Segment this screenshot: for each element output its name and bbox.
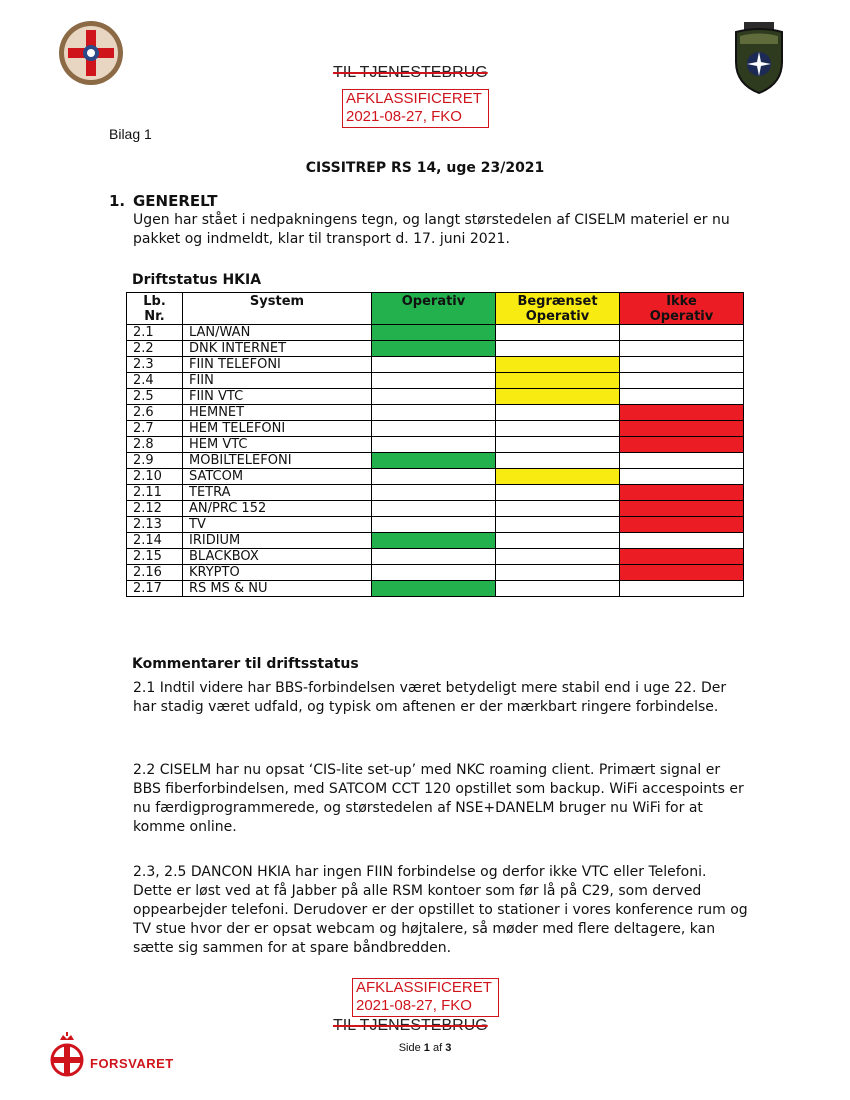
status-cell-operativ	[372, 341, 496, 357]
page-total: 3	[445, 1042, 452, 1054]
status-cell-ikke	[620, 421, 744, 437]
table-row	[127, 517, 744, 533]
row-number: 2.1	[127, 325, 183, 341]
row-system: HEM TELEFONI	[183, 421, 372, 437]
table-title: Driftstatus HKIA	[132, 272, 262, 288]
dancon-emblem-icon	[58, 20, 124, 86]
status-cell-operativ	[372, 325, 496, 341]
status-cell-begraenset	[496, 437, 620, 453]
status-cell-operativ	[372, 549, 496, 565]
header-ikke-line2: Operativ	[649, 309, 714, 324]
row-system: DNK INTERNET	[183, 341, 372, 357]
table-row	[127, 453, 744, 469]
forsvaret-crown-icon	[50, 1032, 84, 1078]
header-begraenset-line2: Operativ	[525, 309, 590, 324]
status-cell-ikke	[620, 389, 744, 405]
header-ikke-line1: Ikke	[666, 294, 697, 309]
table-row	[127, 437, 744, 453]
status-cell-begraenset	[496, 341, 620, 357]
table-body	[127, 325, 744, 597]
section-title: GENERELT	[133, 192, 218, 210]
status-cell-ikke	[620, 549, 744, 565]
page-current: 1	[423, 1042, 430, 1054]
row-number: 2.8	[127, 437, 183, 453]
table-row	[127, 469, 744, 485]
row-number: 2.12	[127, 501, 183, 517]
row-system: TETRA	[183, 485, 372, 501]
status-cell-operativ	[372, 357, 496, 373]
row-number: 2.9	[127, 453, 183, 469]
table-row	[127, 533, 744, 549]
status-cell-begraenset	[496, 533, 620, 549]
section-heading	[109, 192, 217, 210]
status-cell-ikke	[620, 357, 744, 373]
table-row	[127, 389, 744, 405]
status-cell-begraenset	[496, 325, 620, 341]
row-number: 2.11	[127, 485, 183, 501]
status-cell-ikke	[620, 501, 744, 517]
row-system: BLACKBOX	[183, 549, 372, 565]
page-prefix: Side	[398, 1042, 424, 1054]
page-middle: af	[429, 1042, 446, 1054]
header-system: System	[183, 293, 372, 325]
table-row	[127, 565, 744, 581]
table-row	[127, 549, 744, 565]
status-cell-ikke	[620, 453, 744, 469]
stamp-date: 2021-08-27, FKO	[346, 108, 462, 125]
row-system: HEMNET	[183, 405, 372, 421]
row-number: 2.6	[127, 405, 183, 421]
table-row	[127, 501, 744, 517]
row-number: 2.2	[127, 341, 183, 357]
header-nr-line2: Nr.	[144, 309, 165, 324]
status-table	[126, 292, 744, 597]
status-cell-operativ	[372, 453, 496, 469]
row-number: 2.17	[127, 581, 183, 597]
status-cell-begraenset	[496, 453, 620, 469]
stamp-text: AFKLASSIFICERET	[346, 90, 482, 107]
header-begraenset	[496, 293, 620, 325]
status-cell-ikke	[620, 565, 744, 581]
page-number	[0, 1042, 850, 1054]
status-cell-operativ	[372, 389, 496, 405]
status-cell-operativ	[372, 517, 496, 533]
attachment-label: Bilag 1	[109, 126, 152, 142]
table-row	[127, 485, 744, 501]
table-row	[127, 373, 744, 389]
status-cell-operativ	[372, 373, 496, 389]
classification-marking: TIL TJENESTEBRUG	[333, 64, 488, 81]
status-cell-begraenset	[496, 357, 620, 373]
status-cell-ikke	[620, 373, 744, 389]
status-cell-ikke	[620, 485, 744, 501]
status-cell-operativ	[372, 437, 496, 453]
status-cell-ikke	[620, 341, 744, 357]
row-number: 2.4	[127, 373, 183, 389]
header-nr	[127, 293, 183, 325]
row-number: 2.5	[127, 389, 183, 405]
row-system: KRYPTO	[183, 565, 372, 581]
status-cell-operativ	[372, 565, 496, 581]
row-system: MOBILTELEFONI	[183, 453, 372, 469]
row-system: FIIN	[183, 373, 372, 389]
status-cell-begraenset	[496, 565, 620, 581]
table-row	[127, 341, 744, 357]
status-cell-begraenset	[496, 581, 620, 597]
status-cell-operativ	[372, 533, 496, 549]
declassified-stamp	[342, 89, 489, 128]
table-header-row	[127, 293, 744, 325]
comment-2-3-2-5: 2.3, 2.5 DANCON HKIA har ingen FIIN forbindelse og derfor ikke VTC eller Telefoni. Dette er løst ved at få Jabber på alle RSM kontoer som før lå på C29, som derved oppearbejder telefoni. Derudover er der opstillet to stationer i vores konference rum og TV stue hvor der er opsat webcam og højtalere, så møder med flere deltagere, kan sætte sig sammen for at spare båndbredden.	[133, 864, 748, 956]
status-cell-ikke	[620, 517, 744, 533]
table-row	[127, 421, 744, 437]
row-system: SATCOM	[183, 469, 372, 485]
header-operativ: Operativ	[372, 293, 496, 325]
document-title: CISSITREP RS 14, uge 23/2021	[305, 160, 545, 176]
status-cell-operativ	[372, 501, 496, 517]
status-cell-begraenset	[496, 501, 620, 517]
row-system: RS MS & NU	[183, 581, 372, 597]
status-cell-begraenset	[496, 485, 620, 501]
row-number: 2.7	[127, 421, 183, 437]
row-number: 2.16	[127, 565, 183, 581]
status-cell-ikke	[620, 325, 744, 341]
row-number: 2.3	[127, 357, 183, 373]
status-cell-begraenset	[496, 469, 620, 485]
row-system: IRIDIUM	[183, 533, 372, 549]
comments-title: Kommentarer til driftsstatus	[132, 656, 359, 672]
status-cell-begraenset	[496, 517, 620, 533]
status-cell-ikke	[620, 405, 744, 421]
row-system: FIIN TELEFONI	[183, 357, 372, 373]
status-cell-ikke	[620, 437, 744, 453]
row-system: HEM VTC	[183, 437, 372, 453]
header-begraenset-line1: Begrænset	[517, 294, 598, 309]
status-cell-operativ	[372, 421, 496, 437]
header-ikke-operativ	[620, 293, 744, 325]
section-text: Ugen har stået i nedpakningens tegn, og langt størstedelen af CISELM materiel er nu pakket og indmeldt, klar til transport d. 17. juni 2021.	[133, 212, 730, 247]
footer-stamp-date: 2021-08-27, FKO	[356, 997, 472, 1014]
footer-stamp-text: AFKLASSIFICERET	[356, 979, 492, 996]
status-cell-begraenset	[496, 389, 620, 405]
status-cell-operativ	[372, 405, 496, 421]
comment-2-2: 2.2 CISELM har nu opsat ‘CIS-lite set-up’ med NKC roaming client. Primært signal er BBS fiberforbindelsen, med SATCOM CCT 120 opstillet som backup. WiFi accespoints er nu færdigprogrammerede, og størstedelen af NSE+DANELM bruger nu WiFi for at komme online.	[133, 762, 744, 835]
status-cell-ikke	[620, 469, 744, 485]
forsvaret-brand: FORSVARET	[90, 1056, 174, 1071]
row-number: 2.15	[127, 549, 183, 565]
status-cell-ikke	[620, 533, 744, 549]
header-nr-line1: Lb.	[143, 294, 166, 309]
row-number: 2.14	[127, 533, 183, 549]
table-row	[127, 405, 744, 421]
status-cell-ikke	[620, 581, 744, 597]
footer-declassified-stamp	[352, 978, 499, 1017]
status-cell-begraenset	[496, 549, 620, 565]
footer-classification-marking: TIL TJENESTEBRUG	[333, 1017, 488, 1034]
status-cell-operativ	[372, 485, 496, 501]
row-number: 2.13	[127, 517, 183, 533]
section-number: 1.	[109, 192, 126, 210]
table-row	[127, 325, 744, 341]
table-row	[127, 357, 744, 373]
table-row	[127, 581, 744, 597]
status-cell-operativ	[372, 581, 496, 597]
nato-shield-icon	[734, 22, 784, 94]
status-cell-begraenset	[496, 373, 620, 389]
status-cell-begraenset	[496, 405, 620, 421]
row-system: TV	[183, 517, 372, 533]
row-system: FIIN VTC	[183, 389, 372, 405]
status-cell-begraenset	[496, 421, 620, 437]
row-system: LAN/WAN	[183, 325, 372, 341]
comment-2-1: 2.1 Indtil videre har BBS-forbindelsen været betydeligt mere stabil end i uge 22. Der har stadig været udfald, og typisk om aftenen er der mærkbart ringere forbindelse.	[133, 680, 727, 715]
row-system: AN/PRC 152	[183, 501, 372, 517]
status-cell-operativ	[372, 469, 496, 485]
row-number: 2.10	[127, 469, 183, 485]
